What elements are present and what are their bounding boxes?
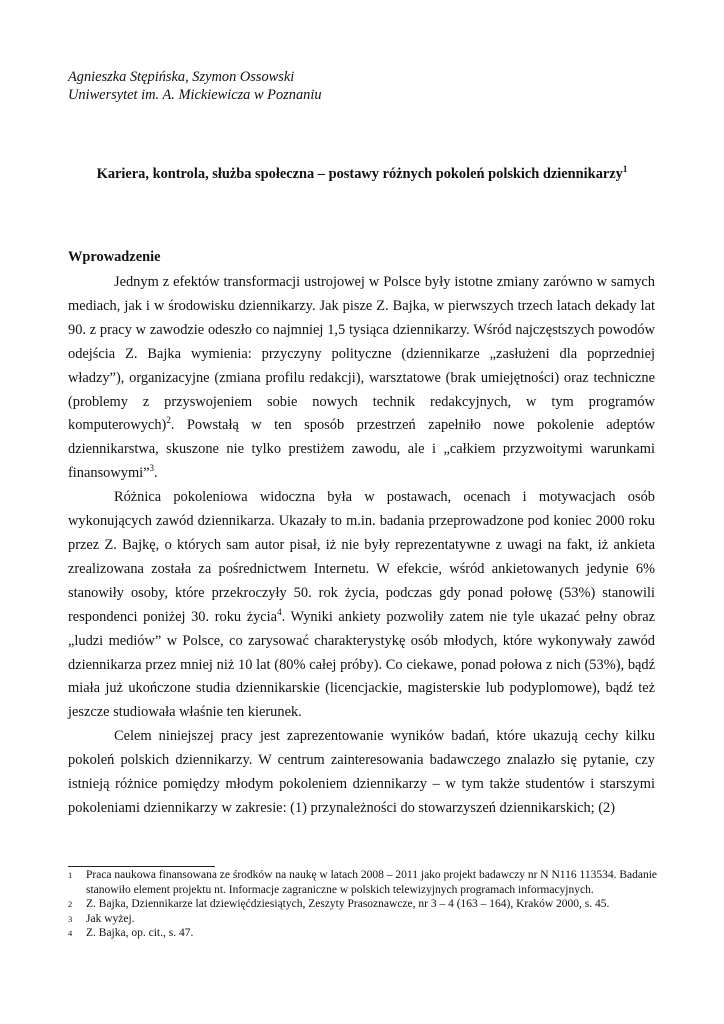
footnote-ref: 4 bbox=[277, 606, 282, 617]
footnote-number: 2 bbox=[68, 899, 73, 910]
body-text bbox=[68, 271, 655, 821]
footnote-ref: 1 bbox=[622, 164, 628, 174]
paragraph-text: Celem niniejszej pracy jest zaprezentowanie wyników badań, które ukazują cechy kilku pokoleń polskich dziennikarzy. W centrum zainteresowania badawczego znalazło się pytanie, czy istnieją różnice pomiędzy młodym pokoleniem dziennikarzy – w tym także studentów i starszymi pokoleniami dziennikarzy w zakresie: (1) przynależności do stowarzyszeń dziennikarskich; (2) bbox=[68, 728, 655, 816]
paragraph-text: . Powstałą w ten sposób przestrzeń zapełniło nowe pokolenie adeptów dziennikarstwa, skuszone nie tylko prestiżem zawodu, ale i „całkiem przyzwoitymi warunkami finansowymi” bbox=[68, 417, 655, 482]
footnote-number: 3 bbox=[68, 913, 73, 924]
footnote-text: Jak wyżej. bbox=[86, 912, 135, 925]
paragraph-text: . Wyniki ankiety pozwoliły zatem nie tyle ukazać pełny obraz „ludzi mediów” w Polsce, co zarysować charakterystykę osób młodych, które wykonywały zawód dziennikarza przez mniej niż 10 lat (80% całej próby). Co ciekawe, ponad połowa z nich (53%), bądź miała już ukończone studia dziennikarskie (licencjackie, magisterskie lub podyplomowe), bądź też jeszcze studiowała właśnie ten kierunek. bbox=[68, 608, 656, 721]
paper-title-text: Kariera, kontrola, służba społeczna – postawy różnych pokoleń polskich dziennikarzy bbox=[96, 166, 623, 182]
footnote-text: Z. Bajka, op. cit., s. 47. bbox=[86, 927, 194, 940]
footnote-text: Z. Bajka, Dziennikarze lat dziewięćdziesiątych, Zeszyty Prasoznawcze, nr 3 – 4 (163 – 164), Kraków 2000, s. 45. bbox=[86, 898, 610, 911]
author-block bbox=[68, 68, 322, 104]
paragraph bbox=[68, 271, 655, 486]
paragraph-text: Jednym z efektów transformacji ustrojowej w Polsce były istotne zmiany zarówno w samych mediach, jak i w środowisku dziennikarzy. Jak pisze Z. Bajka, w pierwszych trzech latach dekady lat 90. z pracy w zawodzie odeszło co najmniej 1,5 tysiąca dziennikarzy. Wśród najczęstszych powodów odejścia Z. Bajka wymienia: przyczyny polityczne (dziennikarze „zasłużeni dla poprzedniej władzy”), organizacyjne (zmiana profilu redakcji), warsztatowe (brak umiejętności) oraz techniczne (problemy z przyswojeniem sobie nowych technik redakcyjnych, w tym programów komputerowych) bbox=[68, 274, 655, 434]
footnote-number: 4 bbox=[68, 928, 73, 939]
paper-title bbox=[0, 164, 724, 184]
section-heading: Wprowadzenie bbox=[68, 249, 161, 265]
paragraph-text: . bbox=[154, 465, 158, 482]
footnote-ref: 3 bbox=[149, 463, 155, 474]
footnote bbox=[68, 912, 668, 927]
footnote bbox=[68, 926, 668, 941]
author-affiliation: Uniwersytet im. A. Mickiewicza w Poznaniu bbox=[68, 87, 322, 103]
paragraph-text: Różnica pokoleniowa widoczna była w postawach, ocenach i motywacjach osób wykonujących zawód dziennikarza. Ukazały to m.in. badania przeprowadzone pod koniec 2000 roku przez Z. Bajkę, o których sam autor pisał, iż nie były reprezentatywne z uwagi na fakt, iż ankieta zrealizowana została za pośrednictwem Internetu. W efekcie, wśród ankietowanych jedynie 6% stanowiły osoby, które przekroczyły 50. rok życia, podczas gdy ponad połowę (53%) stanowili respondenci poniżej 30. roku życia bbox=[68, 489, 655, 625]
footnote-divider bbox=[68, 866, 215, 867]
footnote-ref: 2 bbox=[166, 415, 171, 426]
footnote-number: 1 bbox=[68, 870, 73, 880]
footnote bbox=[68, 868, 668, 897]
footnote bbox=[68, 897, 668, 912]
paragraph bbox=[68, 725, 655, 821]
paragraph bbox=[68, 486, 655, 725]
footnote-text: Praca naukowa finansowana ze środków na naukę w latach 2008 – 2011 jako projekt badawczy nr N N116 113534. Badanie stanowiło element projektu nt. Informacje zagraniczne w polskich telewizyjnych programach informacyjnych. bbox=[86, 869, 657, 896]
footnotes bbox=[68, 868, 668, 941]
author-names: Agnieszka Stępińska, Szymon Ossowski bbox=[68, 69, 295, 85]
